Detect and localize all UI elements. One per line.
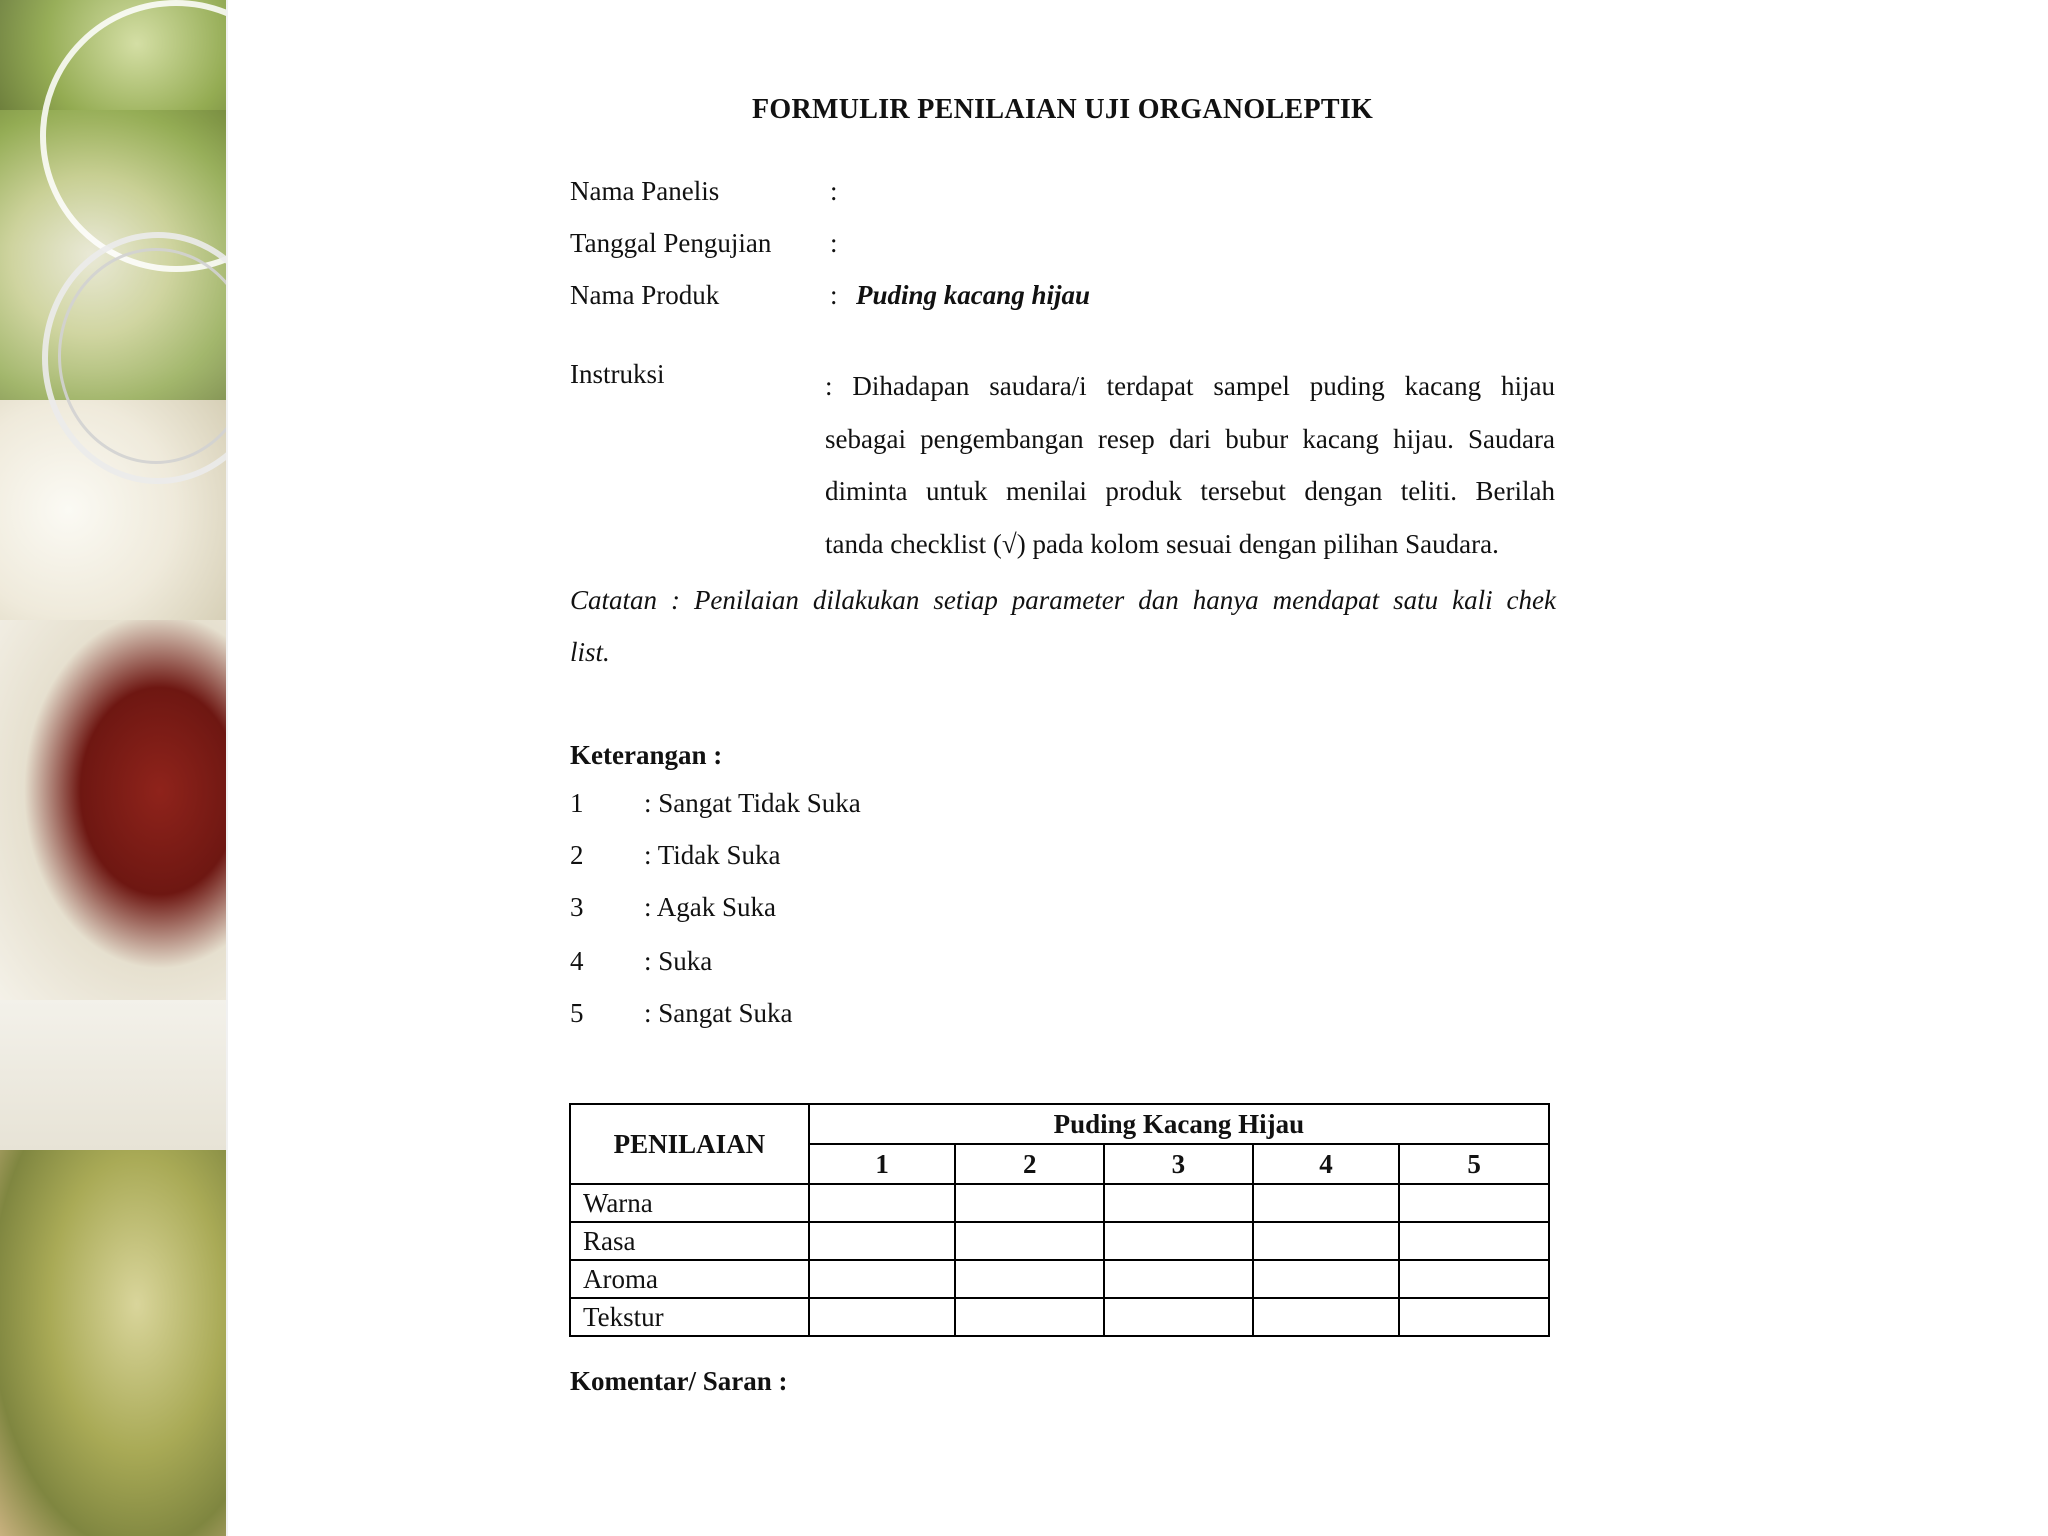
criteria-cell: Tekstur [570,1298,809,1336]
header-score: 1 [809,1144,956,1184]
table-row [570,1260,1549,1298]
checkbox-cell[interactable] [1253,1184,1400,1222]
asparagus-photo [0,1150,228,1536]
field-label-panelist-name: Nama Panelis [570,176,720,206]
instruction-line: : Dihadapan saudara/i terdapat sampel puding kacang hijau [825,371,1555,401]
instruction-line: sebagai pengembangan resep dari bubur kacang hijau. Saudara [825,423,1555,454]
header-score: 3 [1104,1144,1253,1184]
checkbox-cell[interactable] [955,1222,1104,1260]
legend-number: 4 [570,946,584,976]
instruction-line: diminta untuk menilai produk tersebut dengan teliti. Berilah [825,476,1555,506]
criteria-cell: Aroma [570,1260,809,1298]
decorative-food-image-strip [0,0,228,1536]
criteria-cell: Rasa [570,1222,809,1260]
checkbox-cell[interactable] [955,1298,1104,1336]
legend-description: : Sangat Tidak Suka [644,788,861,818]
header-criteria: PENILAIAN [570,1104,809,1184]
checkbox-cell[interactable] [1399,1184,1549,1222]
checkbox-cell[interactable] [809,1222,956,1260]
legend-description: : Agak Suka [644,892,776,922]
checkbox-cell[interactable] [809,1298,956,1336]
strip-divider [226,0,228,1536]
legend-description: : Tidak Suka [644,840,781,870]
table-header-row [570,1104,1549,1144]
table-row [570,1184,1549,1222]
legend-number: 3 [570,892,584,922]
field-value-product-name: Puding kacang hijau [856,280,1091,310]
field-label-product-name: Nama Produk [570,280,720,310]
field-colon: : [830,228,838,258]
checkbox-cell[interactable] [1253,1260,1400,1298]
criteria-cell: Warna [570,1184,809,1222]
instruction-line: tanda checklist (√) pada kolom sesuai dengan pilihan Saudara. [825,528,1499,559]
form-title: FORMULIR PENILAIAN UJI ORGANOLEPTIK [752,94,1374,125]
field-label-test-date: Tanggal Pengujian [570,228,772,258]
note-text [570,574,1556,678]
note-line: Catatan : Penilaian dilakukan setiap parameter dan hanya mendapat satu kali chek [570,585,1556,615]
legend-title: Keterangan : [570,740,723,770]
checkbox-cell[interactable] [955,1260,1104,1298]
checkbox-cell[interactable] [1104,1184,1253,1222]
checkbox-cell[interactable] [809,1184,956,1222]
note-line: list. [570,637,610,667]
checkbox-cell[interactable] [1399,1222,1549,1260]
legend-description: : Suka [644,946,713,976]
checkbox-cell[interactable] [1253,1222,1400,1260]
legend-number: 1 [570,788,584,818]
header-score: 5 [1399,1144,1549,1184]
comment-label: Komentar/ Saran : [570,1366,788,1396]
table-row [570,1298,1549,1336]
checkbox-cell[interactable] [809,1260,956,1298]
score-table [569,1103,1550,1337]
header-product: Puding Kacang Hijau [809,1104,1549,1144]
legend-number: 2 [570,840,584,870]
checkbox-cell[interactable] [1104,1260,1253,1298]
checkbox-cell[interactable] [1399,1298,1549,1336]
table-row [570,1222,1549,1260]
tablecloth-photo [0,1000,228,1150]
checkbox-cell[interactable] [1253,1298,1400,1336]
sauce-bowl-photo [0,620,228,1000]
header-score: 4 [1253,1144,1400,1184]
checkbox-cell[interactable] [955,1184,1104,1222]
field-colon: : [830,176,838,206]
checkbox-cell[interactable] [1104,1222,1253,1260]
instruction-label: Instruksi [570,359,665,389]
field-colon: : [830,280,838,310]
header-score: 2 [955,1144,1104,1184]
legend-description: : Sangat Suka [644,998,793,1028]
legend-number: 5 [570,998,584,1028]
checkbox-cell[interactable] [1104,1298,1253,1336]
instruction-text [825,360,1555,570]
checkbox-cell[interactable] [1399,1260,1549,1298]
